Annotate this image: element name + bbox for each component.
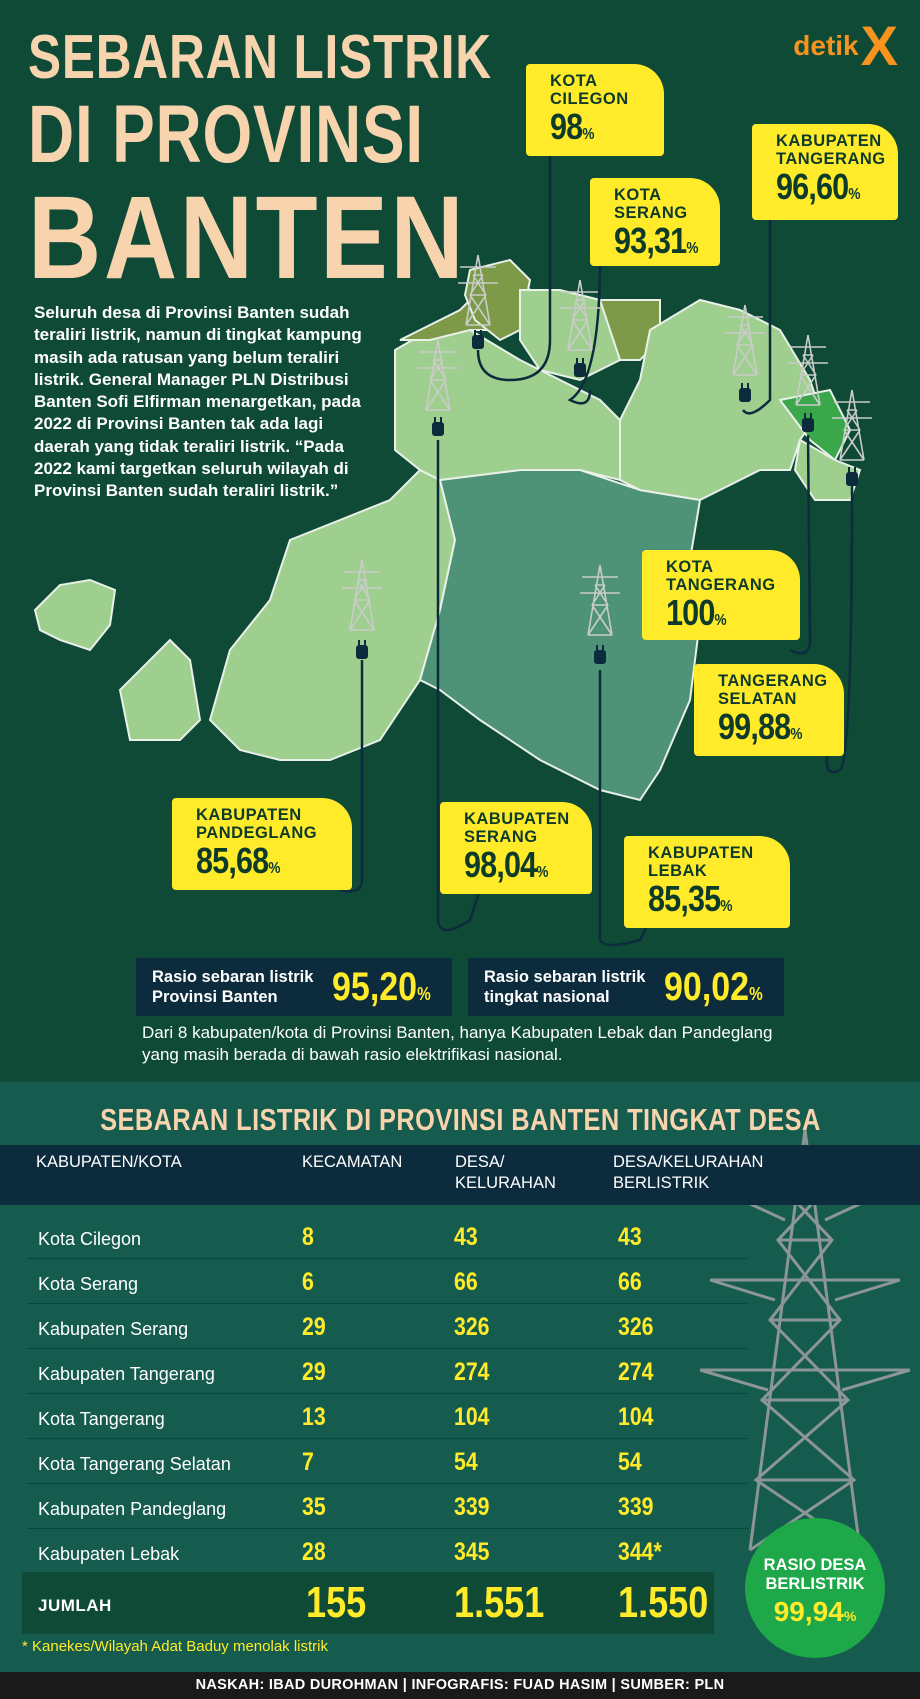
row-desa: 54	[454, 1448, 478, 1476]
row-name: Kota Cilegon	[38, 1229, 142, 1249]
row-name: Kabupaten Pandeglang	[38, 1499, 227, 1519]
row-desa: 104	[454, 1403, 490, 1431]
header-kecamatan: KECAMATAN	[302, 1153, 403, 1171]
title-line-2: DI PROVINSI	[28, 89, 424, 180]
callout-name: KABUPATEN LEBAK	[648, 844, 754, 880]
ratio-value: 95,20%	[332, 964, 431, 1009]
circle-label: RASIO DESA BERLISTRIK	[763, 1556, 867, 1593]
row-desa: 274	[454, 1358, 490, 1386]
total-kecamatan: 155	[306, 1578, 367, 1627]
row-name: Kabupaten Lebak	[38, 1544, 180, 1564]
row-kecamatan: 29	[302, 1313, 326, 1341]
callout-value: 100%	[666, 592, 727, 633]
callout-name: KOTA TANGERANG	[666, 558, 776, 594]
total-label: JUMLAH	[38, 1596, 112, 1615]
row-kecamatan: 8	[302, 1223, 314, 1251]
table-footnote: * Kanekes/Wilayah Adat Baduy menolak listrik	[22, 1638, 328, 1655]
callout-kabupaten-tangerang	[752, 124, 898, 220]
detikx-logo	[793, 14, 898, 77]
circle-value: 99,94%	[773, 1596, 857, 1627]
ratio-label: Rasio sebaran listrik tingkat nasional	[484, 968, 646, 1006]
callout-value: 96,60%	[776, 166, 861, 207]
row-desa-berlistrik: 344*	[618, 1538, 662, 1566]
callout-value: 98,04%	[464, 844, 549, 885]
callout-name: KOTA SERANG	[614, 186, 688, 222]
row-desa-berlistrik: 274	[618, 1358, 654, 1386]
row-name: Kota Tangerang Selatan	[38, 1454, 231, 1474]
ratio-desa-circle	[745, 1518, 885, 1658]
callout-kota-serang	[590, 178, 720, 266]
table-row	[28, 1350, 748, 1394]
ratio-note: Dari 8 kabupaten/kota di Provinsi Banten, hanya Kabupaten Lebak dan Pandeglang yang masih berada di bawah rasio elektrifikasi nasional.	[142, 1023, 773, 1064]
row-name: Kota Tangerang	[38, 1409, 165, 1429]
total-desa-berlistrik: 1.550	[618, 1578, 709, 1627]
table-title: SEBARAN LISTRIK DI PROVINSI BANTEN TINGKAT DESA	[99, 1102, 821, 1137]
row-kecamatan: 29	[302, 1358, 326, 1386]
row-kecamatan: 7	[302, 1448, 314, 1476]
intro-text: Seluruh desa di Provinsi Banten sudah teraliri listrik, namun di tingkat kampung masih ada ratusan yang belum teraliri listrik. General Manager PLN Distribusi Banten Sofi Elfirman menargetkan, pada 2022 di Provinsi Banten tak ada lagi daerah yang tidak teraliri listrik. “Pada 2022 kami targetkan seluruh wilayah di Provinsi Banten sudah teraliri listrik.”	[34, 303, 362, 501]
row-desa-berlistrik: 43	[618, 1223, 642, 1251]
callout-name: KABUPATEN TANGERANG	[776, 132, 886, 168]
ratio-nasional	[468, 958, 784, 1016]
callout-value: 98%	[550, 106, 595, 147]
header-kabupaten: KABUPATEN/KOTA	[36, 1153, 182, 1171]
table-row	[28, 1395, 748, 1439]
callout-kota-tangerang	[642, 550, 800, 640]
ratio-provinsi	[136, 958, 452, 1016]
row-desa: 66	[454, 1268, 478, 1296]
row-desa: 339	[454, 1493, 490, 1521]
row-desa-berlistrik: 54	[618, 1448, 642, 1476]
row-desa-berlistrik: 104	[618, 1403, 654, 1431]
title-line-3: BANTEN	[28, 172, 467, 304]
logo-word: detik	[793, 30, 859, 61]
callout-name: KABUPATEN SERANG	[464, 810, 570, 846]
row-desa: 345	[454, 1538, 490, 1566]
callout-kota-cilegon	[526, 64, 664, 156]
table-row	[28, 1485, 748, 1529]
row-name: Kabupaten Tangerang	[38, 1364, 215, 1384]
table-total-row	[22, 1572, 714, 1634]
callout-value: 93,31%	[614, 220, 699, 261]
title-line-1: SEBARAN LISTRIK	[28, 23, 492, 92]
logo-x-icon: X	[860, 14, 898, 77]
callout-name: TANGERANG SELATAN	[718, 672, 828, 708]
callout-kabupaten-pandeglang	[172, 798, 352, 890]
row-kecamatan: 13	[302, 1403, 326, 1431]
total-desa: 1.551	[454, 1578, 545, 1627]
credits-bar: NASKAH: IBAD DUROHMAN | INFOGRAFIS: FUAD HASIM | SUMBER: PLN	[0, 1672, 920, 1699]
header-desa-berlistrik: DESA/KELURAHAN BERLISTRIK	[613, 1153, 764, 1192]
row-kecamatan: 35	[302, 1493, 326, 1521]
table-row	[28, 1440, 748, 1484]
callout-name: KOTA CILEGON	[550, 72, 629, 108]
map-region-pandeglang	[35, 470, 455, 760]
row-desa: 326	[454, 1313, 490, 1341]
row-desa-berlistrik: 66	[618, 1268, 642, 1296]
header-desa: DESA/ KELURAHAN	[455, 1153, 556, 1192]
row-desa-berlistrik: 326	[618, 1313, 654, 1341]
callout-kabupaten-serang	[440, 802, 592, 894]
callout-name: KABUPATEN PANDEGLANG	[196, 806, 318, 842]
row-desa-berlistrik: 339	[618, 1493, 654, 1521]
table-row	[28, 1215, 748, 1259]
ratio-label: Rasio sebaran listrik Provinsi Banten	[152, 968, 314, 1006]
row-name: Kota Serang	[38, 1274, 139, 1294]
table-row	[28, 1260, 748, 1304]
ratio-value: 90,02%	[664, 964, 763, 1009]
table-row	[28, 1530, 748, 1574]
row-desa: 43	[454, 1223, 478, 1251]
callout-value: 99,88%	[718, 706, 803, 747]
callout-value: 85,35%	[648, 878, 733, 919]
callout-kabupaten-lebak	[624, 836, 790, 928]
row-kecamatan: 6	[302, 1268, 314, 1296]
row-name: Kabupaten Serang	[38, 1319, 189, 1339]
table-row	[28, 1305, 748, 1349]
row-kecamatan: 28	[302, 1538, 326, 1566]
callout-value: 85,68%	[196, 840, 281, 881]
callout-tangerang-selatan	[694, 664, 844, 756]
